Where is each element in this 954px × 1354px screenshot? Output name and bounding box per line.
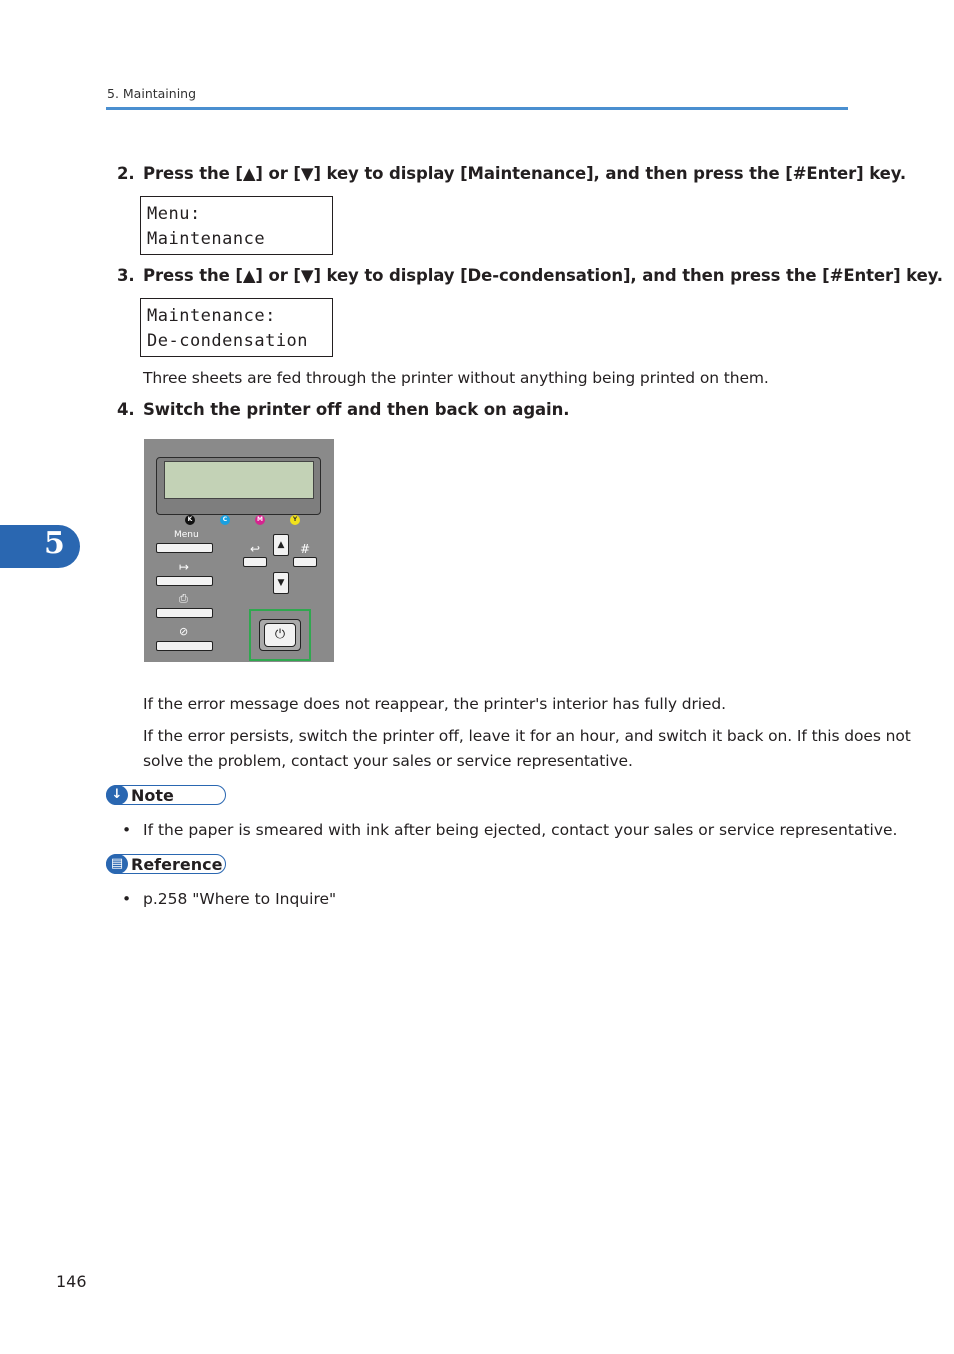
- ink-indicator-m: M: [255, 515, 265, 525]
- stop-icon: ⊘: [179, 625, 189, 638]
- control-panel-illustration: [144, 439, 334, 662]
- step-number: 2.: [117, 164, 135, 183]
- form-feed-icon: ⎙: [179, 592, 188, 605]
- lcd-line: Maintenance: [147, 229, 266, 249]
- document-icon: ▤: [106, 854, 128, 874]
- step-4: [117, 400, 569, 419]
- persists-paragraph-line-1: If the error persists, switch the printer off, leave it for an hour, and switch it back on. If this does not: [143, 727, 911, 745]
- bullet-icon: •: [122, 890, 132, 908]
- step-text: Press the [▲] or [▼] key to display [De-condensation], and then press the [#Enter] key.: [143, 266, 943, 285]
- step-3: [117, 266, 943, 285]
- form-feed-key[interactable]: [156, 608, 213, 618]
- note-item-text: If the paper is smeared with ink after being ejected, contact your sales or service representative.: [143, 821, 898, 839]
- step-2: [117, 164, 906, 183]
- chapter-number: 5: [44, 526, 65, 561]
- chapter-tab: [0, 525, 80, 568]
- lcd-line: Maintenance:: [147, 306, 276, 326]
- lcd-display-menu: [140, 196, 333, 255]
- power-icon: ⏻: [274, 627, 286, 642]
- panel-lcd-screen: [164, 461, 314, 499]
- panel-screen-frame: [156, 457, 321, 515]
- up-arrow-key[interactable]: ▲: [273, 534, 289, 556]
- step-3-note: Three sheets are fed through the printer without anything being printed on them.: [143, 369, 769, 387]
- bullet-icon: •: [122, 821, 132, 839]
- down-arrow-icon: ↓: [106, 785, 128, 805]
- power-key-housing: [259, 619, 301, 651]
- stop-key[interactable]: [156, 641, 213, 651]
- step-number: 3.: [117, 266, 135, 285]
- step-text: Press the [▲] or [▼] key to display [Maintenance], and then press the [#Enter] key.: [143, 164, 907, 183]
- ink-indicator-c: C: [220, 515, 230, 525]
- enter-key[interactable]: [293, 557, 317, 567]
- job-reset-key[interactable]: [156, 576, 213, 586]
- ink-indicator-y: Y: [290, 515, 300, 525]
- ink-indicator-k: K: [185, 515, 195, 525]
- escape-icon: ↩: [250, 542, 261, 556]
- lcd-line: Menu:: [147, 204, 201, 224]
- enter-hash-icon: #: [300, 542, 311, 556]
- step-text: Switch the printer off and then back on again.: [143, 400, 570, 419]
- job-reset-icon: ↦: [179, 560, 190, 574]
- persists-paragraph-line-2: solve the problem, contact your sales or service representative.: [143, 752, 633, 770]
- step-number: 4.: [117, 400, 135, 419]
- note-label: Note: [131, 786, 174, 805]
- menu-key-label: Menu: [174, 530, 199, 540]
- running-header: 5. Maintaining: [107, 86, 197, 101]
- power-key-highlight: [249, 609, 311, 661]
- menu-key[interactable]: [156, 543, 213, 553]
- reference-label: Reference: [131, 855, 223, 874]
- header-rule: [106, 107, 848, 110]
- reference-item: [122, 890, 336, 908]
- reference-link[interactable]: p.258 "Where to Inquire": [143, 890, 337, 908]
- reference-badge: [106, 854, 226, 874]
- dried-paragraph: If the error message does not reappear, the printer's interior has fully dried.: [143, 695, 726, 713]
- escape-key[interactable]: [243, 557, 267, 567]
- down-arrow-key[interactable]: ▼: [273, 572, 289, 594]
- lcd-line: De-condensation: [147, 331, 309, 351]
- page-number: 146: [56, 1272, 87, 1291]
- lcd-display-maintenance: [140, 298, 333, 357]
- power-key[interactable]: [264, 623, 296, 647]
- note-badge: [106, 785, 226, 805]
- note-item: [122, 821, 897, 839]
